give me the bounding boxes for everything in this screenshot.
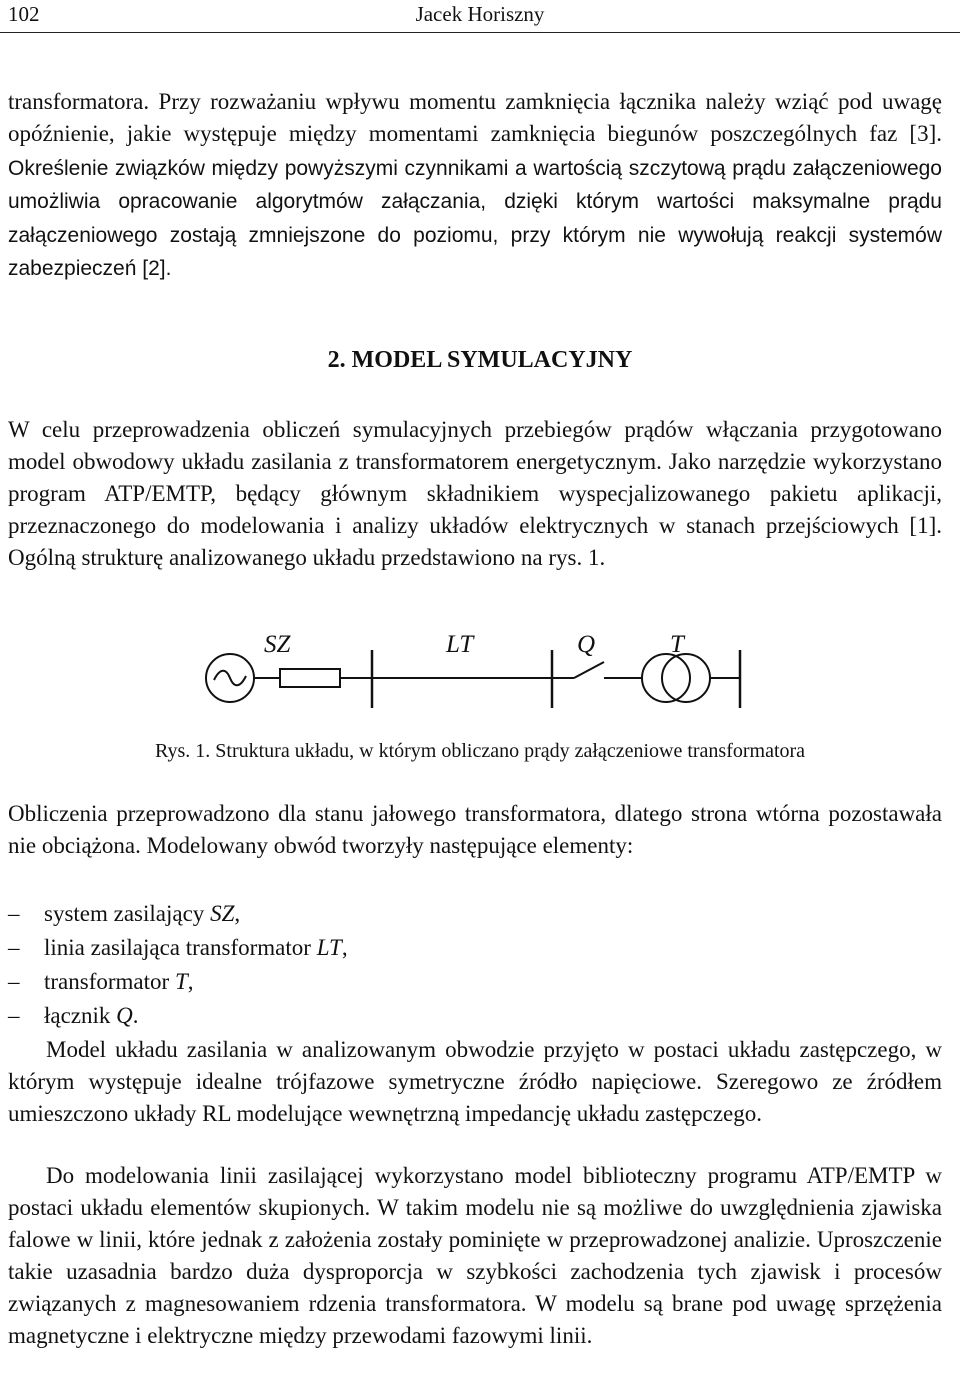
paragraph-model: W celu przeprowadzenia obliczeń symulacyjnych przebiegów prądów włączania przygotowano model obwodowy układu zasilania z transformatorem energetycznym. Jako narzędzie wykorzystano program ATP/EMTP, będący głównym składnikiem wyspecjalizowanego pakietu aplikacji, przeznaczonego do modelowania i analizy układów elektrycznych w stanach przejściowych [1]. Ogólną strukturę analizowanego układu przedstawiono na rys. 1.	[8, 417, 942, 570]
circuit-diagram	[200, 628, 760, 728]
list-item	[8, 898, 240, 930]
list-item-end: ,	[341, 935, 348, 960]
paragraph-conditions: Obliczenia przeprowadzono dla stanu jałowego transformatora, dlatego strona wtórna pozostawała nie obciążona. Modelowany obwód tworzyły następujące elementy:	[8, 801, 942, 858]
list-item-symbol: T	[174, 969, 188, 994]
list-item-end: ,	[234, 901, 241, 926]
list-item	[8, 1000, 139, 1032]
paragraph-supply: Model układu zasilania w analizowanym obwodzie przyjęto w postaci układu zastępczego, w którym występuje idealne trójfazowe symetryczne źródło napięciowe. Szeregowo ze źródłem umieszczono układy RL modelujące wewnętrzną impedancję układu zastępczego.	[8, 1037, 942, 1126]
page-header	[0, 0, 960, 33]
sine-wave-icon	[214, 671, 246, 686]
list-item-end: .	[132, 1003, 139, 1028]
paragraph-intro	[8, 86, 942, 286]
figure-caption: Rys. 1. Struktura układu, w którym obliczano prądy załączeniowe transformatora	[154, 740, 806, 762]
transformer-winding-primary	[642, 654, 690, 702]
list-item-end: ,	[187, 969, 194, 994]
list-item-text: łącznik	[44, 1003, 117, 1028]
list-item-symbol: Q	[116, 1003, 133, 1028]
paragraph-line: Do modelowania linii zasilającej wykorzystano model biblioteczny programu ATP/EMTP w postaci układu elementów skupionych. W takim modelu nie są możliwe do uwzględnienia zjawiska falowe w linii, które jednak z założenia zostały pominięte w przeprowadzonej analizie. Uproszczenie takie uzasadnia bardzo duża dysproporcja w szybkości zachodzenia tych zjawisk i procesów związanych z magnesowaniem rdzenia transformatora. W modelu są brane pod uwagę sprzężenia magnetyczne i elektryczne między przewodami fazowymi linii.	[8, 1163, 942, 1348]
paragraph-intro-sans: Określenie związków między powyższymi czynnikami a wartością szczytową prądu załączeniowego umożliwia opracowanie algorytmów załączania, dzięki którym wartości maksymalne prądu załączeniowego zostają zmniejszone do poziomu, przy którym nie wywołują reakcji systemów zabezpieczeń [2].	[8, 156, 942, 280]
page-number: 102	[8, 2, 40, 26]
transformer-winding-secondary	[662, 654, 710, 702]
label-lt: LT	[446, 631, 474, 658]
label-sz: SZ	[264, 631, 291, 658]
running-author: Jacek Horiszny	[415, 2, 545, 26]
label-t: T	[670, 631, 684, 658]
list-dash: –	[8, 901, 20, 926]
list-dash: –	[8, 935, 20, 960]
impedance-box	[280, 669, 340, 687]
list-item-symbol: LT	[316, 935, 342, 960]
list-dash: –	[8, 969, 20, 994]
paragraph-intro-serif: transformatora. Przy rozważaniu wpływu momentu zamknięcia łącznika należy wziąć pod uwagę opóźnienie, jakie występuje między momentami zamknięcia biegunów poszczególnych faz [3].	[8, 89, 942, 146]
list-item-text: transformator	[44, 969, 175, 994]
section-heading: 2. MODEL SYMULACYJNY	[327, 347, 633, 373]
list-item	[8, 966, 193, 998]
list-item	[8, 932, 348, 964]
list-item-symbol: SZ	[210, 901, 235, 926]
list-dash: –	[8, 1003, 20, 1028]
label-q: Q	[577, 631, 596, 658]
list-item-text: linia zasilająca transformator	[44, 935, 317, 960]
list-item-text: system zasilający	[44, 901, 211, 926]
switch-q	[574, 662, 604, 678]
